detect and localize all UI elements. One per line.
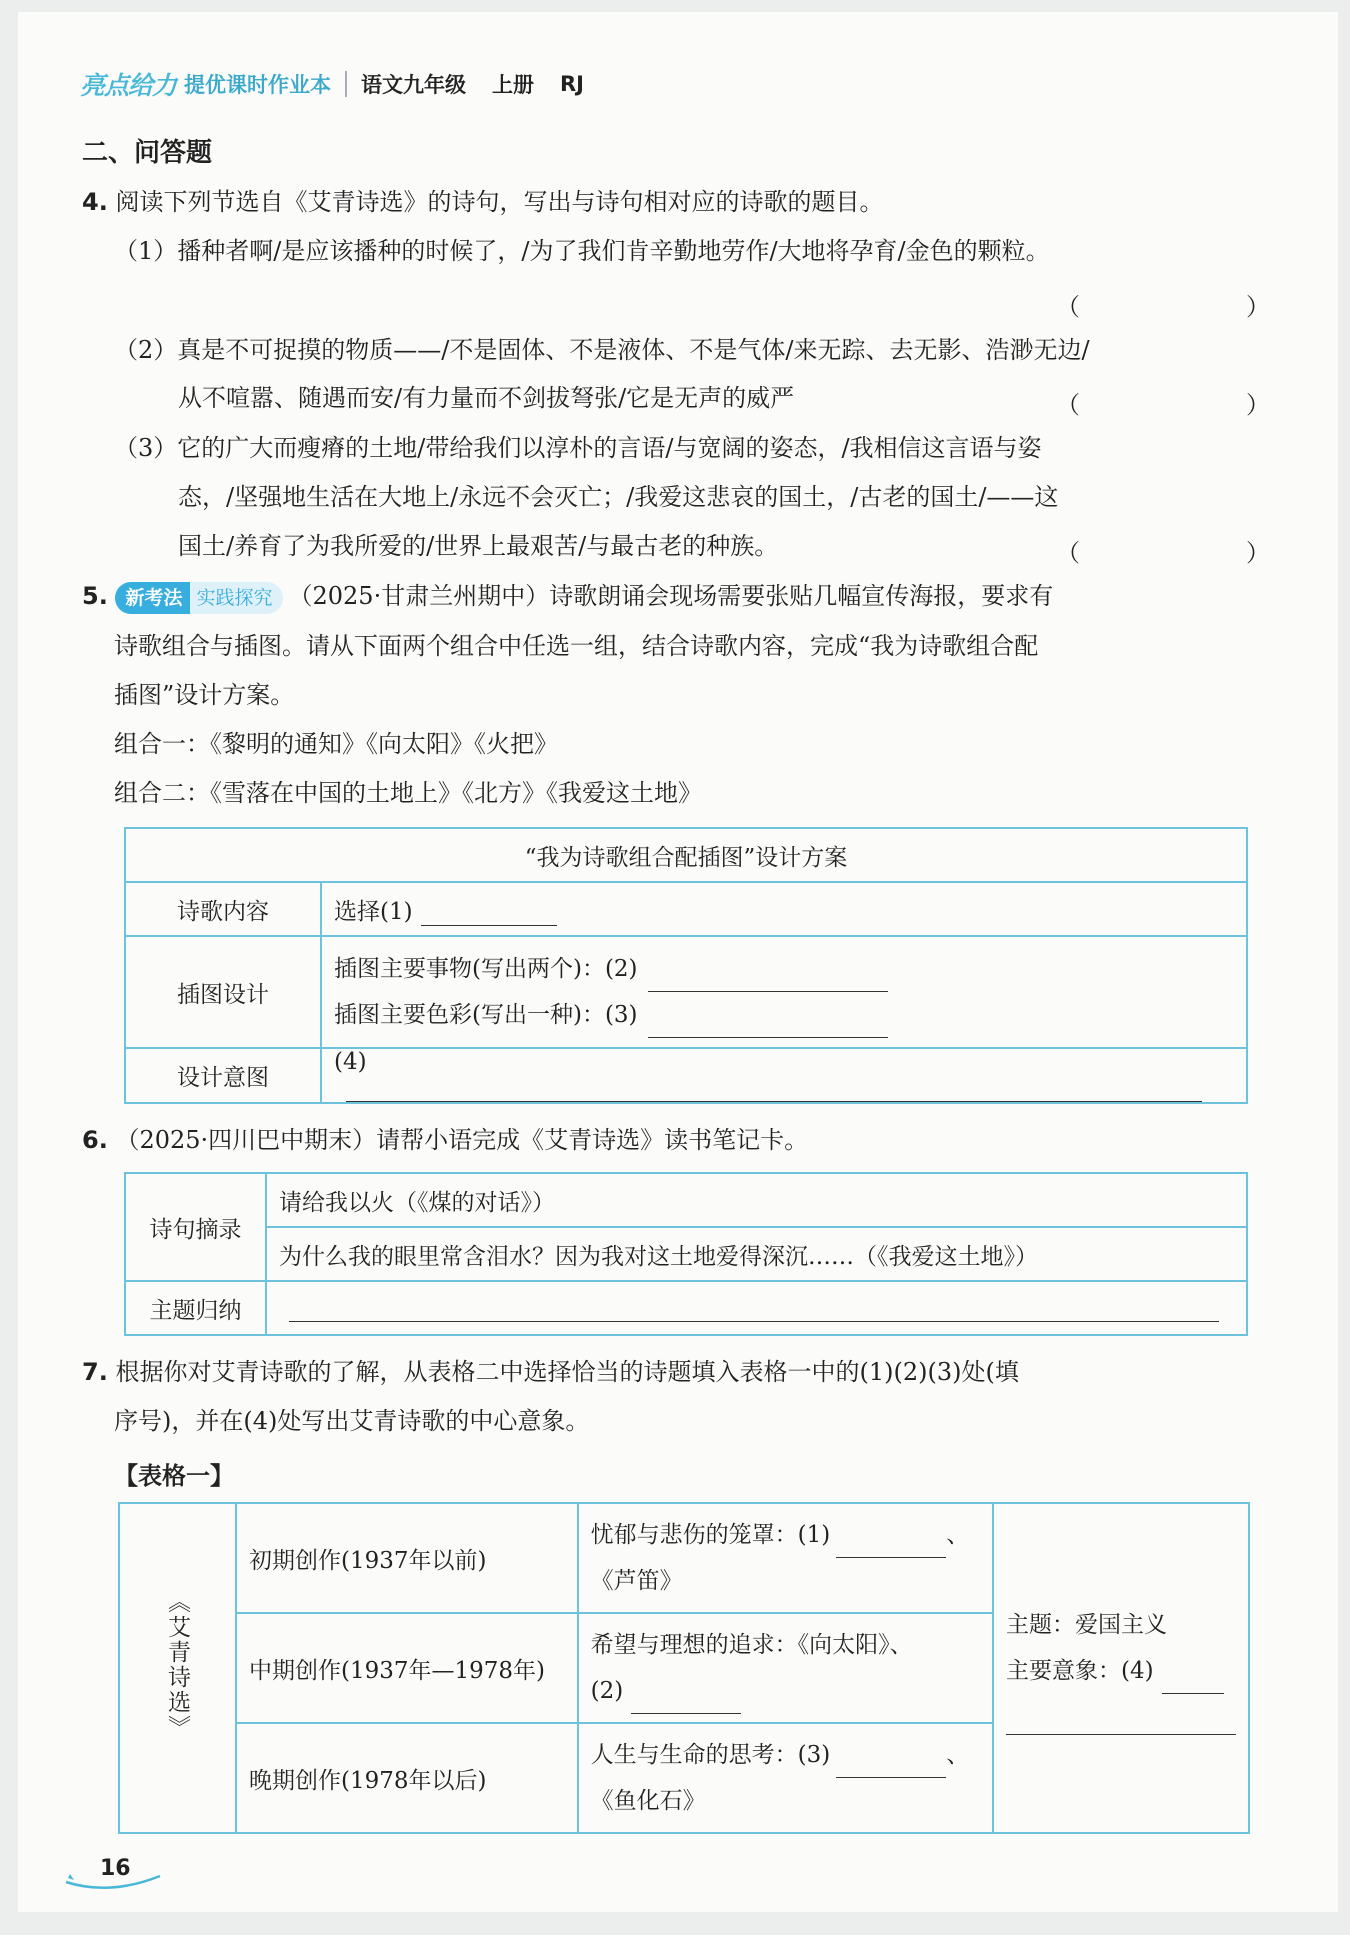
subject-label: 语文九年级 (361, 73, 467, 97)
excerpt-2: 为什么我的眼里常含泪水？因为我对这土地爱得深沉……（《我爱这土地》） (266, 1227, 1247, 1281)
period-answer-blank-2[interactable] (631, 1687, 741, 1714)
theme-label: 主题归纳 (125, 1281, 266, 1335)
early-period: 初期创作(1937年以前) (236, 1503, 578, 1613)
q4-text: 阅读下列节选自《艾青诗选》的诗句，写出与诗句相对应的诗歌的题目。 (115, 188, 884, 216)
page (18, 12, 1338, 1912)
q5-line1: 5. 新考法 实践探究 （2025·甘肃兰州期中）诗歌朗诵会现场需要张贴几幅宣传海报，要求有 (82, 572, 1053, 621)
q4-answer1-close: ） (1246, 293, 1270, 321)
table-one-title: 【表格一】 (114, 1462, 234, 1490)
q6-number: 6. (82, 1126, 108, 1154)
q4-item3-line3: 国土/养育了为我所爱的/世界上最艰苦/与最古老的种族。 (178, 532, 779, 560)
theme-cell (266, 1281, 1247, 1335)
excerpt-1: 请给我以火（《煤的对话》） (266, 1173, 1247, 1227)
q4-answer2-close: ） (1246, 391, 1270, 419)
imagery-answer-blank[interactable] (1162, 1667, 1224, 1694)
book-title-cell: 《艾青诗选》 (119, 1503, 236, 1833)
edition-label: RJ (560, 72, 584, 96)
q5-design-table (124, 827, 1248, 1104)
answer-blank-2[interactable] (648, 965, 888, 992)
q5-line2: 诗歌组合与插图。请从下面两个组合中任选一组，结合诗歌内容，完成“我为诗歌组合配 (114, 632, 1039, 660)
q5-row3-cell: (4) (321, 1048, 1247, 1103)
q4-answer2-open: （ (1056, 391, 1080, 419)
q5-row3-label: 设计意图 (125, 1048, 321, 1103)
answer-blank-3[interactable] (648, 1011, 888, 1038)
q5-row2-label: 插图设计 (125, 936, 321, 1048)
page-number: 16 (100, 1856, 131, 1881)
q4-answer3-open: （ (1056, 539, 1080, 567)
new-exam-badge: 新考法 实践探究 (115, 582, 282, 614)
period-answer-blank-1[interactable] (836, 1531, 946, 1558)
q5-row1-cell: 选择(1) (321, 882, 1247, 936)
q4-answer3-close: ） (1246, 539, 1270, 567)
q7-line1: 7. 根据你对艾青诗歌的了解，从表格二中选择恰当的诗题填入表格一中的(1)(2)(3)处(填 (82, 1358, 1019, 1386)
q5-table-title: “我为诗歌组合配插图”设计方案 (125, 828, 1247, 882)
q5-group1: 组合一：《黎明的通知》《向太阳》《火把》 (114, 730, 558, 758)
header-divider (345, 71, 347, 97)
q4-answer1-open: （ (1056, 293, 1080, 321)
book-series: 提优课时作业本 (184, 73, 332, 97)
q5-line3: 插图”设计方案。 (114, 681, 295, 709)
q4-number: 4. (82, 188, 108, 216)
late-theme-cell: 人生与生命的思考：(3) 、 《鱼化石》 (578, 1723, 993, 1833)
period-answer-blank-3[interactable] (836, 1751, 946, 1778)
q4-prompt (82, 178, 883, 227)
middle-theme-cell: 希望与理想的追求：《向太阳》、 (2) (578, 1613, 993, 1723)
late-period: 晚期创作(1978年以后) (236, 1723, 578, 1833)
imagery-answer-blank-line2[interactable] (1006, 1708, 1236, 1735)
answer-blank-1[interactable] (421, 899, 557, 926)
q4-item2-line1: （2）真是不可捉摸的物质——/不是固体、不是液体、不是气体/来无踪、去无影、浩渺无边/ (114, 336, 1090, 364)
q6-prompt: 6. （2025·四川巴中期末）请帮小语完成《艾青诗选》读书笔记卡。 (82, 1126, 809, 1154)
answer-blank-4[interactable] (346, 1075, 1202, 1102)
excerpt-label: 诗句摘录 (125, 1173, 266, 1281)
summary-theme: 主题：爱国主义 (1006, 1611, 1167, 1638)
page-header (80, 64, 610, 104)
q5-row2-cell: 插图主要事物(写出两个)：(2) 插图主要色彩(写出一种)：(3) (321, 936, 1247, 1048)
q4-item2-line2: 从不喧嚣、随遇而安/有力量而不剑拔弩张/它是无声的威严 (178, 384, 795, 412)
theme-answer-blank[interactable] (289, 1295, 1219, 1322)
page-number-badge (60, 1852, 170, 1892)
q4-item3-line2: 态，/坚强地生活在大地上/永远不会灭亡；/我爱这悲哀的国土，/古老的国土/——这 (178, 483, 1059, 511)
poetry-period-table (118, 1502, 1250, 1834)
q5-group2: 组合二：《雪落在中国的土地上》《北方》《我爱这土地》 (114, 779, 702, 807)
q7-number: 7. (82, 1358, 108, 1386)
q5-number: 5. (82, 582, 108, 610)
middle-period: 中期创作(1937年—1978年) (236, 1613, 578, 1723)
q4-item3-line1: （3）它的广大而瘦瘠的土地/带给我们以淳朴的言语/与宽阔的姿态，/我相信这言语与姿 (114, 434, 1042, 462)
summary-cell: 主题：爱国主义 主要意象：(4) (993, 1503, 1249, 1833)
q5-row1-label: 诗歌内容 (125, 882, 321, 936)
brand-logo: 亮点给力 (80, 71, 177, 100)
section-title: 二、问答题 (82, 138, 213, 168)
q7-line2: 序号)，并在(4)处写出艾青诗歌的中心意象。 (114, 1407, 590, 1435)
volume-label: 上册 (492, 73, 535, 97)
q4-item1: （1）播种者啊/是应该播种的时候了，/为了我们肯辛勤地劳作/大地将孕育/金色的颗粒。 (114, 237, 1050, 265)
early-theme-cell: 忧郁与悲伤的笼罩：(1) 、 《芦笛》 (578, 1503, 993, 1613)
reading-note-card (124, 1172, 1248, 1336)
